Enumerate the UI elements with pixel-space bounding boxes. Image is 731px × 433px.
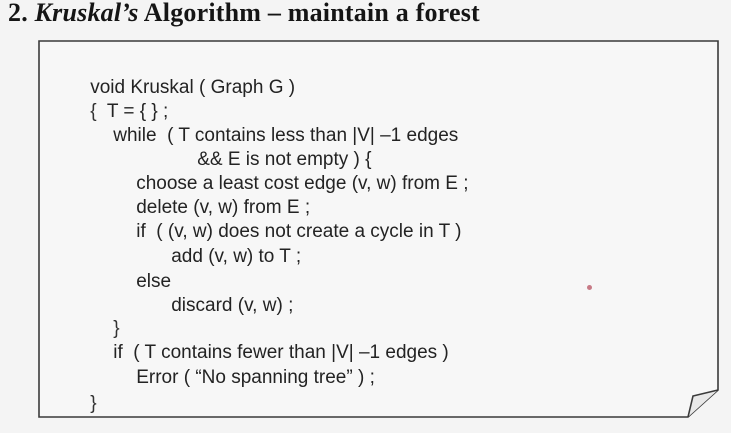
- code-line-while-cont: && E is not empty ) {: [197, 149, 372, 170]
- code-line-discard: discard (v, w) ;: [171, 295, 294, 316]
- code-line-add: add (v, w) to T ;: [171, 246, 302, 267]
- code-line-choose: choose a least cost edge (v, w) from E ;: [136, 173, 469, 194]
- code-line-else: else: [136, 271, 172, 292]
- code-line-init: { T = { } ;: [90, 101, 169, 122]
- code-line-if-fewer: if ( T contains fewer than |V| –1 edges ): [113, 342, 449, 363]
- code-line-func-close: }: [90, 393, 97, 414]
- code-panel: [38, 40, 719, 418]
- code-line-while: while ( T contains less than |V| –1 edges: [113, 125, 459, 146]
- slide-title: [8, 0, 480, 28]
- code-line-while-close: }: [113, 318, 120, 339]
- laser-pointer-dot: [587, 285, 592, 290]
- title-number: 2.: [8, 0, 28, 27]
- code-line-error: Error ( “No spanning tree” ) ;: [136, 367, 375, 388]
- code-line-delete: delete (v, w) from E ;: [136, 197, 311, 218]
- code-line-if-cycle: if ( (v, w) does not create a cycle in T ): [136, 221, 462, 242]
- title-subtitle: Algorithm – maintain a forest: [143, 0, 480, 27]
- title-algorithm-name: Kruskal’s: [34, 0, 139, 27]
- code-line-signature: void Kruskal ( Graph G ): [90, 77, 296, 98]
